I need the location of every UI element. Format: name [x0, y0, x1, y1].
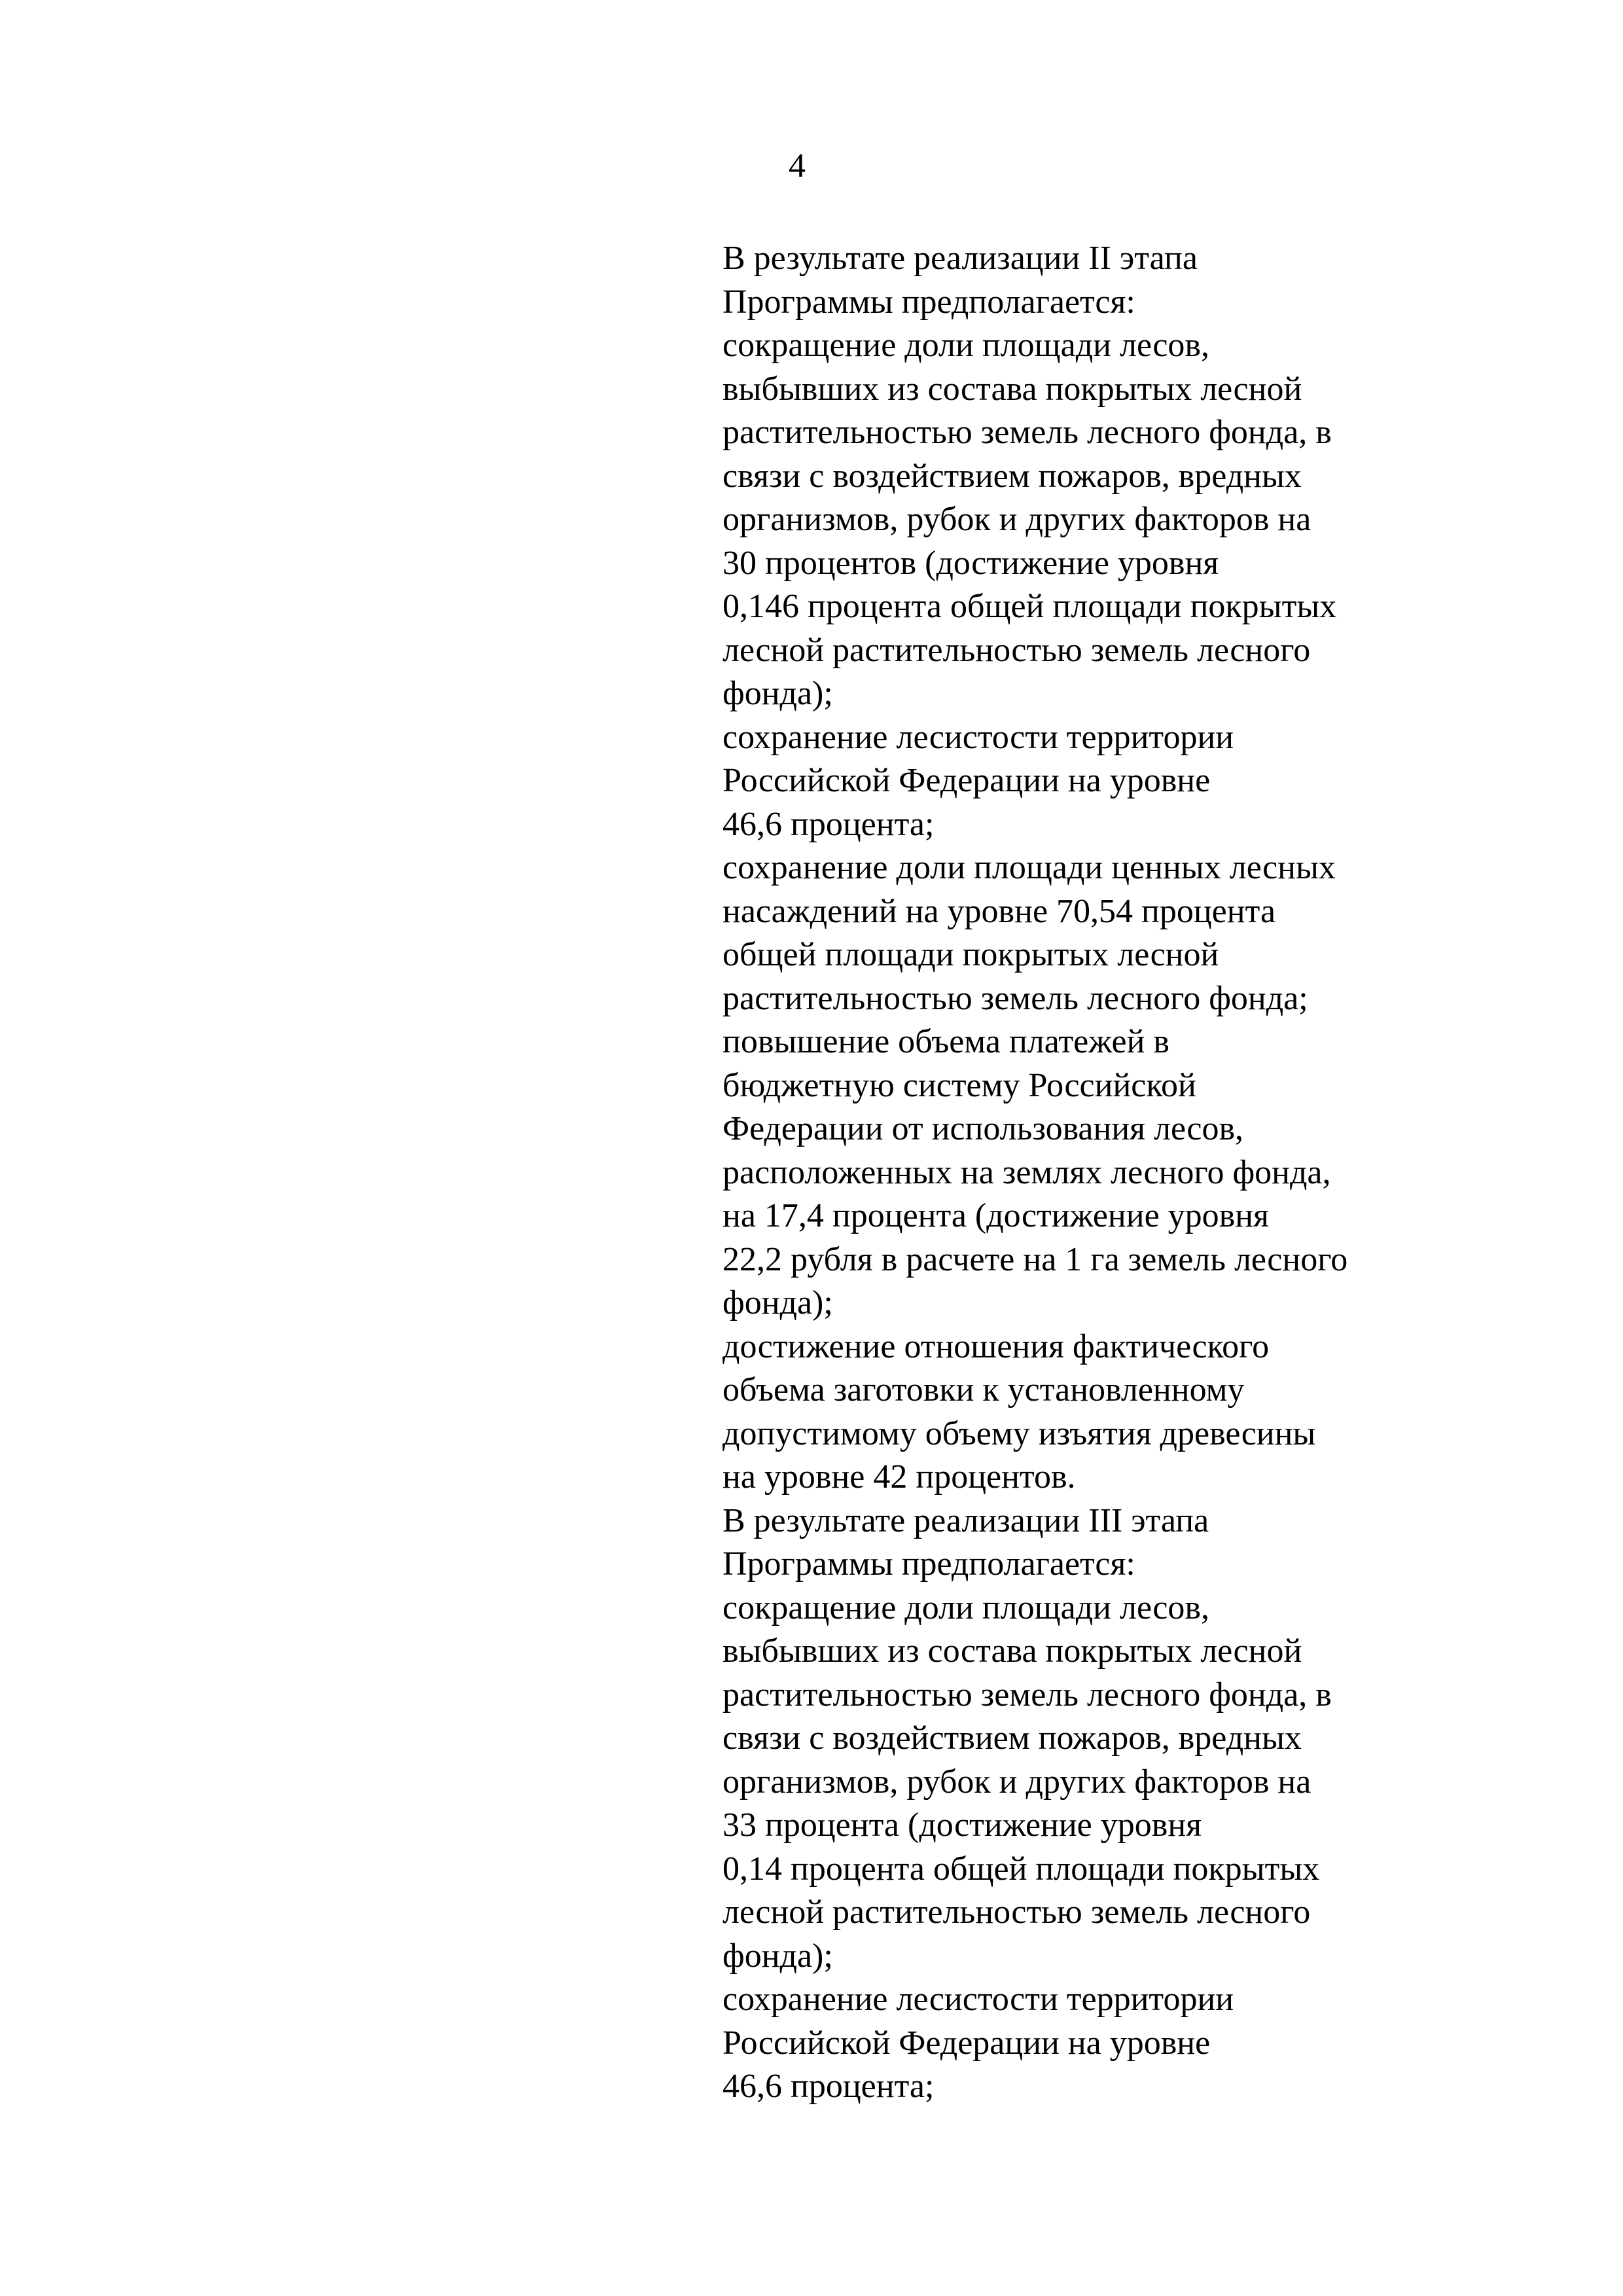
text-line: растительностью земель лесного фонда, в [722, 1676, 1332, 1713]
body-text [722, 237, 1573, 2109]
text-line: сохранение доли площади ценных лесных [722, 849, 1336, 886]
text-line: 22,2 рубля в расчете на 1 га земель лесного [722, 1240, 1348, 1278]
text-line: сохранение лесистости территории [722, 718, 1234, 756]
text-line: объема заготовки к установленному [722, 1371, 1245, 1408]
text-line: насаждений на уровне 70,54 процента [722, 892, 1276, 930]
text-line: сокращение доли площади лесов, [722, 327, 1209, 364]
text-line: достижение отношения фактического [722, 1327, 1270, 1365]
text-line: 46,6 процента; [722, 2068, 935, 2105]
text-line: повышение объема платежей в [722, 1023, 1169, 1060]
text-line: связи с воздействием пожаров, вредных [722, 1719, 1302, 1757]
text-line: Федерации от использования лесов, [722, 1110, 1244, 1147]
text-line: В результате реализации III этапа [722, 1501, 1209, 1539]
text-line: сокращение доли площади лесов, [722, 1588, 1209, 1626]
text-line: допустимому объему изъятия древесины [722, 1414, 1316, 1452]
text-line: 33 процента (достижение уровня [722, 1806, 1202, 1844]
text-line: на 17,4 процента (достижение уровня [722, 1197, 1269, 1234]
text-line: выбывших из состава покрытых лесной [722, 370, 1302, 408]
text-line: Программы предполагается: [722, 283, 1135, 321]
page-number: 4 [789, 147, 806, 185]
text-line: связи с воздействием пожаров, вредных [722, 457, 1302, 495]
text-line: 0,146 процента общей площади покрытых [722, 588, 1337, 625]
text-line: 0,14 процента общей площади покрытых [722, 1850, 1320, 1888]
text-line: растительностью земель лесного фонда, в [722, 414, 1332, 451]
text-line: Российской Федерации на уровне [722, 762, 1211, 799]
text-line: Российской Федерации на уровне [722, 2024, 1211, 2062]
text-line: выбывших из состава покрытых лесной [722, 1632, 1302, 1670]
text-line: 30 процентов (достижение уровня [722, 544, 1219, 582]
text-line: расположенных на землях лесного фонда, [722, 1153, 1331, 1191]
text-line: фонда); [722, 675, 833, 712]
text-line: организмов, рубок и других факторов на [722, 1763, 1311, 1801]
text-line: Программы предполагается: [722, 1545, 1135, 1583]
text-line: лесной растительностью земель лесного [722, 631, 1311, 669]
text-line: общей площади покрытых лесной [722, 936, 1219, 973]
text-line: растительностью земель лесного фонда; [722, 979, 1308, 1017]
text-line: 46,6 процента; [722, 805, 935, 843]
text-line: на уровне 42 процентов. [722, 1458, 1076, 1496]
text-line: организмов, рубок и других факторов на [722, 501, 1311, 538]
text-line: бюджетную систему Российской [722, 1066, 1196, 1104]
text-line: сохранение лесистости территории [722, 1981, 1234, 2018]
text-line: фонда); [722, 1284, 833, 1321]
text-line: лесной растительностью земель лесного [722, 1893, 1311, 1931]
text-line: В результате реализации II этапа [722, 240, 1198, 277]
text-line: фонда); [722, 1937, 833, 1975]
